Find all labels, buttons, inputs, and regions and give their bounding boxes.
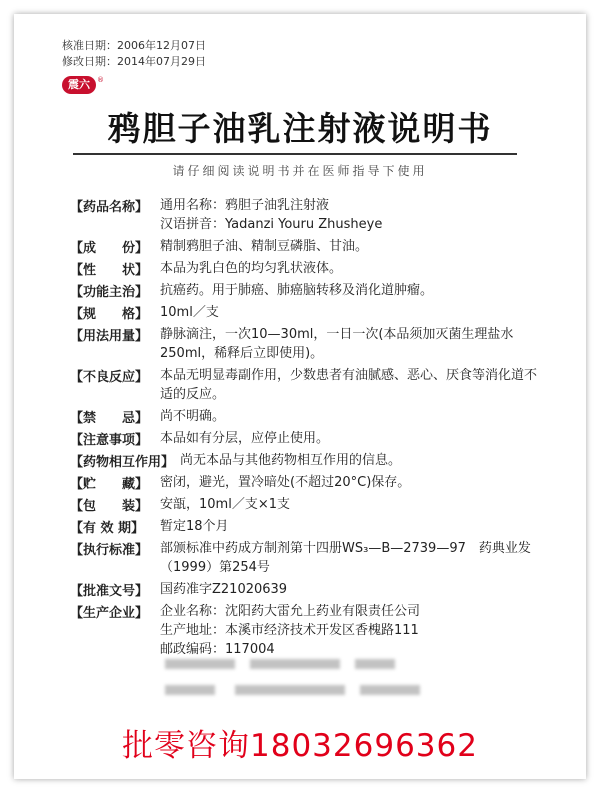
document-subtitle: 请仔细阅读说明书并在医师指导下使用 [172,164,428,178]
pinyin-name: 汉语拼音：Yadanzi Youru Zhusheye [160,217,383,232]
section-character [70,259,540,278]
section-text: 密闭，避光，置冷暗处(不超过20°C)保存。 [160,475,411,490]
section-text: 精制鸦胆子油、精制豆磷脂、甘油。 [160,239,369,254]
section-text: 本品为乳白色的均匀乳状液体。 [160,261,343,276]
section-label: 【不良反应】 [70,370,149,385]
section-label: 【药品名称】 [70,200,149,215]
section-label: 【注意事项】 [70,433,149,448]
generic-name: 通用名称：鸦胆子油乳注射液 [160,198,330,213]
brand-logo: 震六 [62,76,96,94]
maker-zip: 邮政编码：117004 [160,642,275,657]
section-text: 10ml／支 [160,305,219,320]
maker-name: 企业名称：沈阳药大雷允上药业有限责任公司 [160,604,421,619]
date-block [62,38,206,70]
section-text: 静脉滴注，一次10—30ml，一日一次(本品须加灭菌生理盐水250ml，稀释后立即使用)。 [160,327,514,361]
section-name [70,196,540,234]
section-text: 尚不明确。 [160,409,226,424]
section-interaction [70,451,540,470]
document-title: 鸦胆子油乳注射液说明书 [107,109,493,148]
title-divider [73,153,517,155]
section-adverse [70,366,540,404]
section-text: 部颁标准中药成方制剂第十四册WS₃—B—2739—97 药典业发（1999）第254号 [160,541,531,575]
section-spec [70,303,540,322]
section-package [70,495,540,514]
section-dosage [70,325,540,363]
section-label: 【生产企业】 [70,606,149,621]
maker-address: 生产地址：本溪市经济技术开发区香槐路111 [160,623,419,638]
section-caution [70,429,540,448]
section-label: 【批准文号】 [70,584,149,599]
section-storage [70,473,540,492]
section-contra [70,407,540,426]
section-label: 【有 效 期】 [70,521,145,536]
section-text: 本品如有分层，应停止使用。 [160,431,330,446]
section-label: 【药物相互作用】 [70,455,175,470]
section-label: 【执行标准】 [70,543,149,558]
section-text: 抗癌药。用于肺癌、肺癌脑转移及消化道肿瘤。 [160,283,434,298]
section-label: 【功能主治】 [70,285,149,300]
section-approval [70,580,540,599]
section-composition [70,237,540,256]
redacted-contact-info [165,655,455,705]
section-label: 【用法用量】 [70,329,149,344]
section-label: 【规 格】 [70,307,149,322]
approve-date: 核准日期：2006年12月07日 [62,39,206,52]
leaflet-body [70,196,540,662]
section-text: 暂定18个月 [160,519,229,534]
section-label: 【性 状】 [70,263,149,278]
section-label: 【成 份】 [70,241,149,256]
section-text: 安瓿，10ml／支×1支 [160,497,290,512]
section-text: 尚无本品与其他药物相互作用的信息。 [180,453,402,468]
promo-contact-text: 批零咨询18032696362 [122,728,478,764]
section-standard [70,539,540,577]
section-text: 国药准字Z21020639 [160,582,288,597]
section-label: 【包 装】 [70,499,149,514]
section-text: 本品无明显毒副作用，少数患者有油腻感、恶心、厌食等消化道不适的反应。 [160,368,538,402]
revise-date: 修改日期：2014年07月29日 [62,55,206,68]
section-label: 【贮 藏】 [70,477,149,492]
section-label: 【禁 忌】 [70,411,149,426]
registered-mark: ® [97,76,104,84]
section-validity [70,517,540,536]
section-maker [70,602,540,659]
section-indication [70,281,540,300]
